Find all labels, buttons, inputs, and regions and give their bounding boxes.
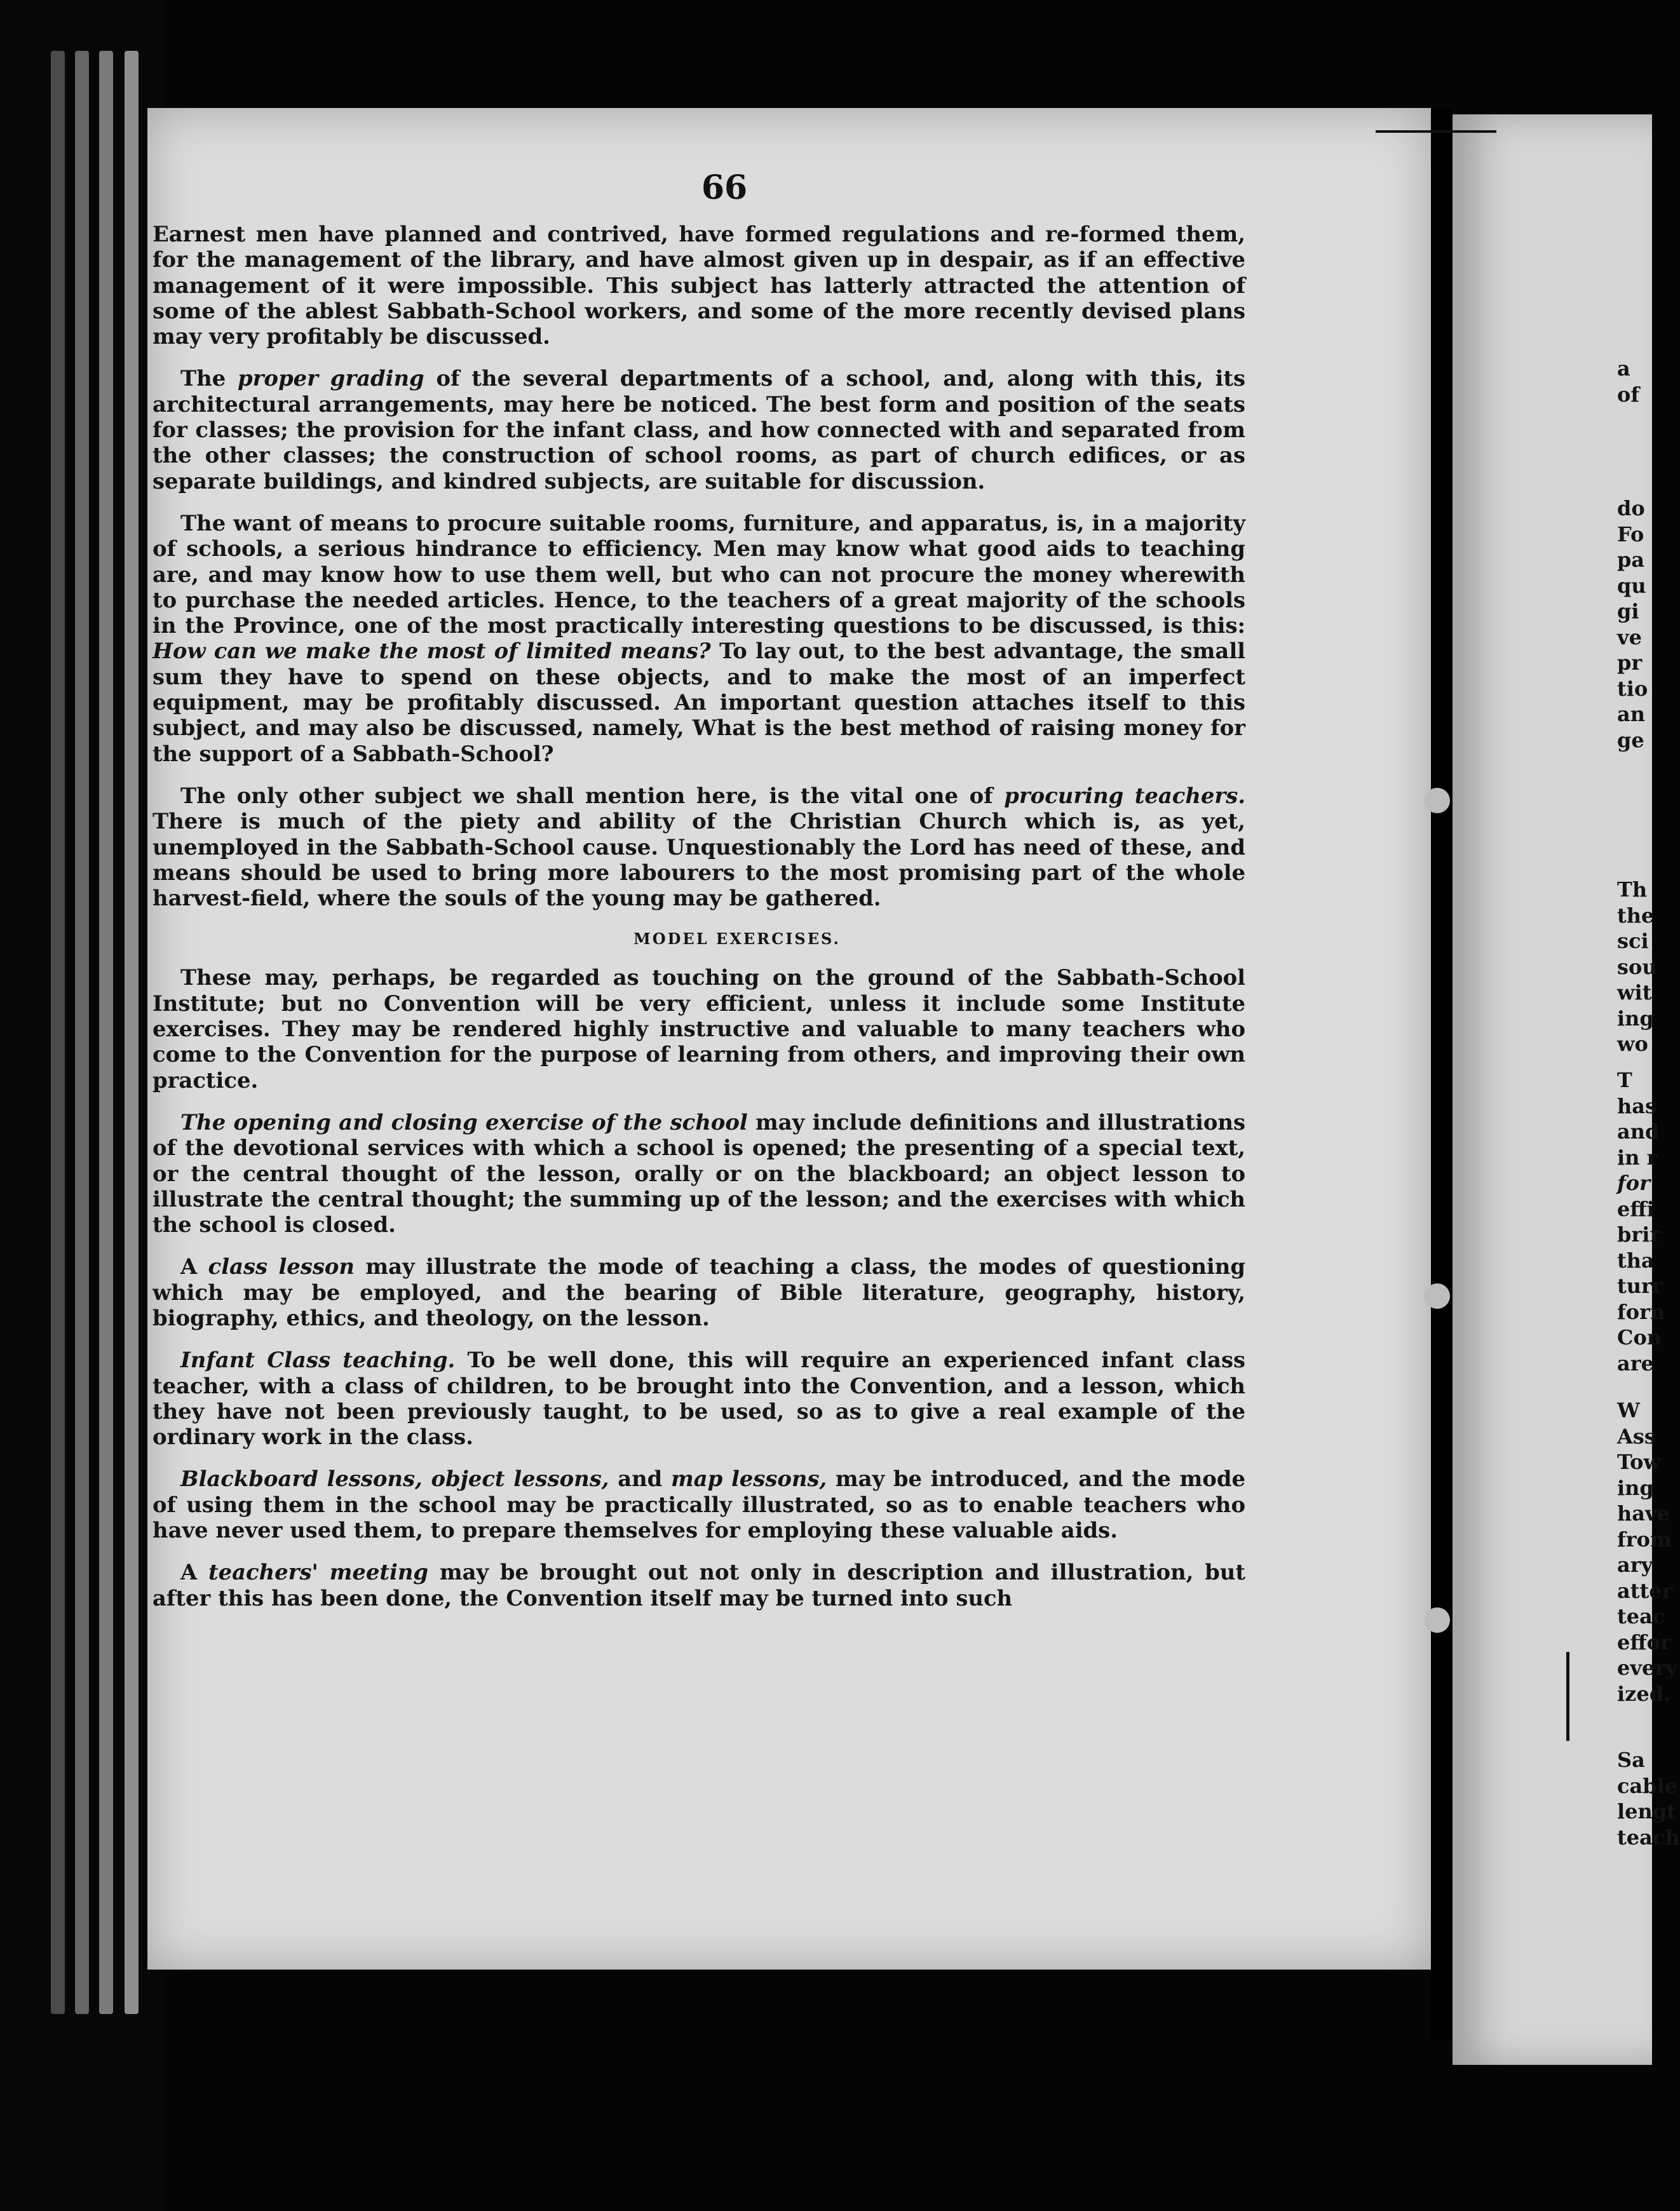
right-page-fragment: Fo — [1617, 522, 1644, 546]
right-page-fragment: in r — [1617, 1145, 1658, 1170]
right-page-fragment-group — [1617, 877, 1657, 1057]
right-page-fragment: effi — [1617, 1196, 1655, 1221]
right-page-fragment: wo — [1617, 1032, 1648, 1056]
paragraph-opening-exercise: The opening and closing exercise of the school may include definitions and illustrations of the devotional services with which a school is opened; the presenting of a special text, or the central thought of the lesson, orally or on the blackboard; an object lesson to illustrate the central thought; the summing up of the lesson; and the exercises with which the school is closed. — [152, 1109, 1245, 1238]
right-page-fragment: ing — [1617, 1475, 1654, 1500]
right-page-fragment: teac — [1617, 1604, 1665, 1628]
right-page-fragment: do — [1617, 496, 1645, 520]
right-page-fragment: Con — [1617, 1325, 1662, 1349]
right-page-fragment: pa — [1617, 548, 1645, 572]
right-page-fragment: has — [1617, 1093, 1657, 1118]
paragraph-teachers-meeting: A teachers' meeting may be brought out not only in description and illustration, but after this has been done, the Convention itself may be turned into such — [152, 1559, 1245, 1611]
right-page-fragment: the — [1617, 903, 1655, 928]
right-page-fragment: are — [1617, 1351, 1654, 1376]
paragraph-blackboard: Blackboard lessons, object lessons, and map lessons, may be introduced, and the mode of using them in the school may be practically illustrated, so as to enable teachers who have never used them, to prepare themselves for employing these valuable aids. — [152, 1466, 1245, 1543]
right-page-fragment: forn — [1617, 1299, 1665, 1324]
book-gutter — [1431, 108, 1453, 2039]
right-page-fragment: have — [1617, 1501, 1670, 1525]
right-page-fragment: ing — [1617, 1006, 1654, 1031]
right-page-fragment-group — [1617, 1398, 1677, 1707]
right-page-fragment: a — [1617, 356, 1630, 381]
binding-hole — [1425, 1283, 1450, 1309]
right-page-fragment: wit — [1617, 980, 1652, 1004]
right-page-fragment: sci — [1617, 929, 1649, 953]
right-page-fragment: brir — [1617, 1222, 1661, 1247]
pen-mark — [1566, 1652, 1569, 1741]
right-page-fragment: of — [1617, 382, 1640, 407]
right-page-fragment: ve — [1617, 625, 1642, 649]
right-page-fragment: every — [1617, 1656, 1677, 1680]
paragraph-institute: These may, perhaps, be regarded as touching on the ground of the Sabbath-School Institute; but no Convention will be very efficient, unless it include some Institute exercises. They may be rendered highly instructive and valuable to many teachers who come to the Convention for the purpose of learning from others, and improving their own practice. — [152, 964, 1245, 1093]
paragraph-teachers: The only other subject we shall mention here, is the vital one of procuring teachers. There is much of the piety and ability of the Christian Church which is, as yet, unemployed in the Sabbath-School cause. Unquestionably the Lord has need of these, and means should be used to bring more labourers to the most promising part of the whole harvest-field, where the souls of the young may be gathered. — [152, 782, 1246, 911]
right-page-fragment: gi — [1617, 599, 1639, 623]
right-page-fragment: ized. — [1617, 1681, 1671, 1706]
paragraph-means: The want of means to procure suitable rooms, furniture, and apparatus, is, in a majority of schools, a serious hindrance to efficiency. Men may know what good aids to teaching are, and may know how to use them well, but who can not procure the money wherewith to purchase the needed articles. Hence, to the teachers of a great majority of the schools in the Province, one of the most practically interesting questions to be discussed, is this: How can we make the most of limited means? To lay out, to the best advantage, the small sum they have to spend on these objects, and to make the most of an imperfect equipment, may be profitably discussed. An important question attaches itself to this subject, and may also be discussed, namely, What is the best method of raising money for the support of a Sabbath-School? — [152, 510, 1245, 766]
right-page-fragment: Ass — [1617, 1424, 1656, 1449]
binding-hole — [1425, 788, 1450, 813]
right-page-fragment-group — [1617, 1747, 1680, 1850]
right-page-fragment-group — [1617, 1067, 1665, 1376]
right-page-fragment: qu — [1617, 573, 1646, 598]
section-heading: MODEL EXERCISES. — [633, 930, 841, 949]
right-page-fragment: sou — [1617, 954, 1657, 979]
paragraph-class-lesson: A class lesson may illustrate the mode of teaching a class, the modes of questioning which may be employed, and the bearing of Bible literature, geography, history, biography, ethics, and theology, on the lesson. — [152, 1254, 1245, 1330]
page-stack-edge — [125, 51, 139, 2014]
right-page-fragment: turr — [1617, 1274, 1663, 1298]
page-content — [152, 168, 1245, 1627]
pen-mark — [1376, 130, 1496, 133]
right-page-fragment: ge — [1617, 727, 1644, 752]
right-page-fragment: tha — [1617, 1248, 1655, 1273]
paragraph-infant-class: Infant Class teaching. To be well done, this will require an experienced infant class teacher, with a class of children, to be brought into the Convention, and a lesson, which they have not been previously taught, to be used, so as to give a real example of the ordinary work in the class. — [152, 1347, 1245, 1450]
right-page-fragment: for — [1617, 1171, 1650, 1195]
right-page-fragment: and — [1617, 1119, 1660, 1144]
right-page-fragment: an — [1617, 702, 1645, 726]
paragraph-grading: The proper grading of the several departments of a school, and, along with this, its architectural arrangements, may here be noticed. The best form and position of the seats for classes; the provision for the infant class, and how connected with and separated from the other classes; the construction of school rooms, as part of church edifices, or as separate buildings, and kindred subjects, are suitable for discussion. — [152, 365, 1246, 494]
right-page-fragment: tio — [1617, 676, 1648, 701]
right-page-fragment: pr — [1617, 651, 1643, 675]
right-page-fragment: Th — [1617, 877, 1648, 902]
right-page-fragment: cable — [1617, 1773, 1678, 1798]
right-page-fragment: lengt — [1617, 1799, 1676, 1823]
right-page-fragment: W — [1617, 1398, 1640, 1423]
right-page-fragment: atter — [1617, 1578, 1673, 1603]
page-stack-edge — [99, 51, 113, 2014]
binding-hole — [1425, 1607, 1450, 1633]
right-page-fragment: Sa — [1617, 1748, 1645, 1772]
paragraph-library: Earnest men have planned and contrived, have formed regulations and re-formed them, for the management of the library, and have almost given up in despair, as if an effective management of it were impossible. This subject has latterly attracted the attention of some of the ablest Sabbath-School workers, and some of the more recently devised plans may very profitably be discussed. — [152, 221, 1245, 349]
right-page-fragment: effor — [1617, 1630, 1671, 1654]
right-page-fragment: teach — [1617, 1825, 1680, 1849]
right-page-fragment: Tow — [1617, 1450, 1662, 1474]
page-stack-edge — [75, 51, 89, 2014]
right-page-fragment: from — [1617, 1527, 1672, 1552]
right-page-fragment: ary — [1617, 1553, 1653, 1577]
right-page-fragment: T — [1617, 1068, 1632, 1092]
page-number: 66 — [701, 168, 748, 207]
right-page-fragment-group — [1617, 496, 1652, 753]
page-stack-edge — [51, 51, 65, 2014]
right-page-fragment-group — [1617, 356, 1652, 407]
